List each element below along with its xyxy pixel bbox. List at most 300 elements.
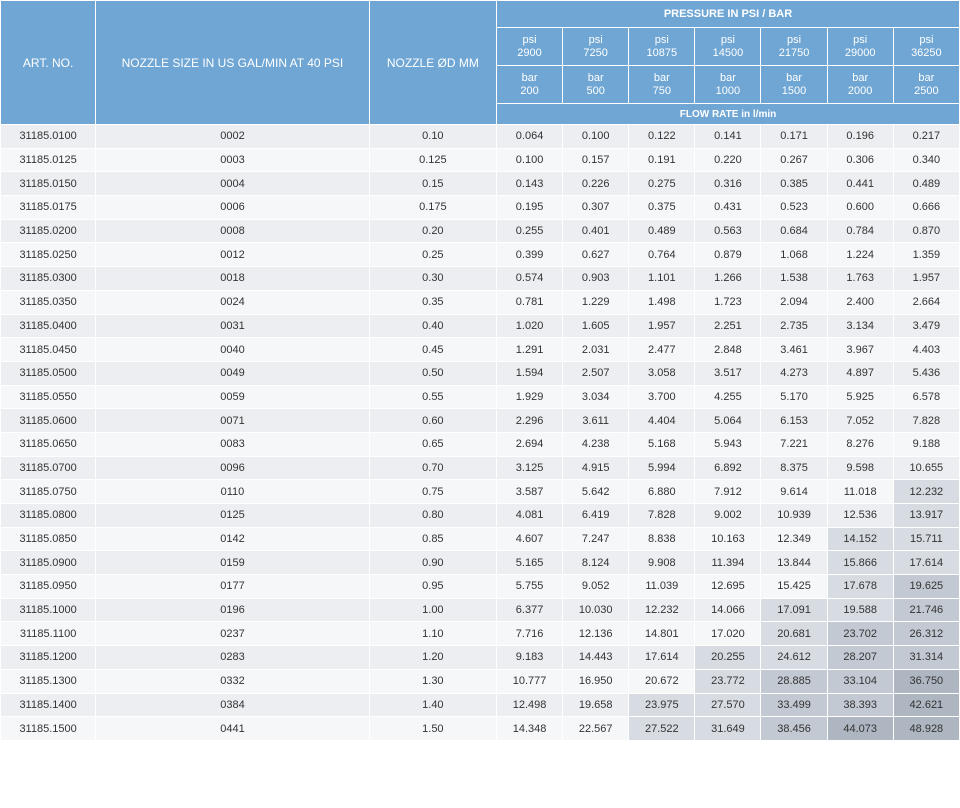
flow-rate-cell: 33.104 (827, 669, 893, 693)
nozzle-size-cell: 0096 (96, 456, 370, 480)
nozzle-diameter-cell: 1.10 (369, 622, 496, 646)
art-no-cell: 31185.0700 (1, 456, 96, 480)
flow-rate-cell: 11.039 (629, 575, 695, 599)
nozzle-diameter-cell: 0.30 (369, 267, 496, 291)
flow-rate-cell: 15.425 (761, 575, 827, 599)
flow-rate-cell: 10.939 (761, 504, 827, 528)
flow-rate-cell: 14.152 (827, 527, 893, 551)
table-row (1, 646, 960, 670)
nozzle-diameter-cell: 0.95 (369, 575, 496, 599)
flow-rate-cell: 0.100 (496, 148, 562, 172)
flow-rate-cell: 3.587 (496, 480, 562, 504)
header-bar-cell (695, 66, 761, 104)
flow-rate-cell: 1.605 (563, 314, 629, 338)
psi-value: 10875 (646, 46, 678, 59)
nozzle-diameter-cell: 0.35 (369, 290, 496, 314)
flow-rate-cell: 7.052 (827, 409, 893, 433)
table-row (1, 196, 960, 220)
nozzle-diameter-cell: 0.60 (369, 409, 496, 433)
flow-rate-cell: 0.100 (563, 125, 629, 149)
art-no-cell: 31185.0550 (1, 385, 96, 409)
art-no-cell: 31185.0450 (1, 338, 96, 362)
table-row (1, 290, 960, 314)
flow-rate-cell: 20.681 (761, 622, 827, 646)
flow-rate-cell: 0.870 (893, 219, 959, 243)
flow-rate-cell: 24.612 (761, 646, 827, 670)
flow-rate-cell: 0.401 (563, 219, 629, 243)
nozzle-diameter-cell: 1.30 (369, 669, 496, 693)
flow-rate-cell: 0.217 (893, 125, 959, 149)
table-header (1, 1, 960, 125)
table-row (1, 693, 960, 717)
flow-rate-cell: 33.499 (761, 693, 827, 717)
flow-rate-cell: 0.340 (893, 148, 959, 172)
flow-rate-cell: 4.238 (563, 432, 629, 456)
bar-unit-label: bar (653, 71, 670, 84)
flow-rate-cell: 9.052 (563, 575, 629, 599)
flow-rate-cell: 0.784 (827, 219, 893, 243)
flow-rate-cell: 5.925 (827, 385, 893, 409)
flow-rate-cell: 0.666 (893, 196, 959, 220)
flow-rate-cell: 0.143 (496, 172, 562, 196)
bar-unit-label: bar (719, 71, 736, 84)
flow-rate-cell: 4.607 (496, 527, 562, 551)
art-no-cell: 31185.0500 (1, 361, 96, 385)
nozzle-diameter-cell: 1.50 (369, 717, 496, 741)
art-no-cell: 31185.0125 (1, 148, 96, 172)
header-psi-cell (761, 28, 827, 66)
flow-rate-cell: 7.221 (761, 432, 827, 456)
flow-rate-cell: 6.880 (629, 480, 695, 504)
flow-rate-cell: 11.018 (827, 480, 893, 504)
flow-rate-cell: 0.316 (695, 172, 761, 196)
flow-rate-cell: 0.122 (629, 125, 695, 149)
flow-rate-cell: 3.479 (893, 314, 959, 338)
flow-rate-cell: 0.489 (629, 219, 695, 243)
flow-rate-cell: 14.801 (629, 622, 695, 646)
flow-rate-cell: 10.655 (893, 456, 959, 480)
nozzle-diameter-cell: 0.80 (369, 504, 496, 528)
flow-rate-cell: 3.517 (695, 361, 761, 385)
art-no-cell: 31185.0350 (1, 290, 96, 314)
art-no-cell: 31185.0800 (1, 504, 96, 528)
nozzle-size-cell: 0012 (96, 243, 370, 267)
nozzle-size-cell: 0384 (96, 693, 370, 717)
flow-rate-cell: 19.588 (827, 598, 893, 622)
header-psi-cell (695, 28, 761, 66)
flow-rate-cell: 3.611 (563, 409, 629, 433)
flow-rate-cell: 2.507 (563, 361, 629, 385)
nozzle-size-cell: 0159 (96, 551, 370, 575)
bar-unit-label: bar (521, 71, 538, 84)
nozzle-diameter-cell: 0.25 (369, 243, 496, 267)
bar-value: 750 (652, 84, 671, 97)
table-body (1, 125, 960, 741)
header-flow-rate: FLOW RATE in l/min (496, 104, 959, 125)
flow-rate-cell: 8.276 (827, 432, 893, 456)
flow-rate-cell: 0.879 (695, 243, 761, 267)
nozzle-diameter-cell: 0.45 (369, 338, 496, 362)
flow-rate-cell: 2.694 (496, 432, 562, 456)
flow-rate-cell: 5.642 (563, 480, 629, 504)
flow-rate-cell: 3.034 (563, 385, 629, 409)
psi-value: 7250 (583, 46, 608, 59)
bar-value: 500 (586, 84, 605, 97)
table-row (1, 148, 960, 172)
table-row (1, 338, 960, 362)
art-no-cell: 31185.1400 (1, 693, 96, 717)
flow-rate-cell: 7.247 (563, 527, 629, 551)
flow-rate-cell: 19.625 (893, 575, 959, 599)
bar-value: 2500 (914, 84, 939, 97)
table-row (1, 456, 960, 480)
flow-rate-cell: 28.207 (827, 646, 893, 670)
flow-rate-cell: 1.020 (496, 314, 562, 338)
flow-rate-cell: 5.436 (893, 361, 959, 385)
flow-rate-cell: 23.975 (629, 693, 695, 717)
flow-rate-cell: 0.064 (496, 125, 562, 149)
psi-unit-label: psi (853, 33, 868, 46)
flow-rate-cell: 6.578 (893, 385, 959, 409)
flow-rate-cell: 12.232 (629, 598, 695, 622)
nozzle-size-cell: 0008 (96, 219, 370, 243)
flow-rate-cell: 15.711 (893, 527, 959, 551)
bar-unit-label: bar (786, 71, 802, 84)
flow-rate-cell: 36.750 (893, 669, 959, 693)
flow-rate-cell: 27.570 (695, 693, 761, 717)
art-no-cell: 31185.0750 (1, 480, 96, 504)
art-no-cell: 31185.1000 (1, 598, 96, 622)
flow-rate-cell: 4.404 (629, 409, 695, 433)
flow-rate-cell: 4.081 (496, 504, 562, 528)
flow-rate-cell: 38.393 (827, 693, 893, 717)
nozzle-size-cell: 0006 (96, 196, 370, 220)
bar-value: 200 (520, 84, 539, 97)
flow-rate-cell: 17.614 (893, 551, 959, 575)
nozzle-diameter-cell: 0.50 (369, 361, 496, 385)
flow-rate-cell: 4.255 (695, 385, 761, 409)
table-row (1, 267, 960, 291)
flow-rate-cell: 0.574 (496, 267, 562, 291)
flow-rate-cell: 0.385 (761, 172, 827, 196)
header-pressure: PRESSURE IN PSI / BAR (496, 1, 959, 28)
flow-rate-cell: 4.897 (827, 361, 893, 385)
header-bar-cell (827, 66, 893, 104)
flow-rate-cell: 10.030 (563, 598, 629, 622)
flow-rate-cell: 13.917 (893, 504, 959, 528)
flow-rate-cell: 1.763 (827, 267, 893, 291)
nozzle-diameter-cell: 0.40 (369, 314, 496, 338)
bar-unit-label: bar (852, 71, 869, 84)
flow-rate-cell: 10.777 (496, 669, 562, 693)
flow-rate-cell: 0.627 (563, 243, 629, 267)
table-row (1, 504, 960, 528)
flow-rate-cell: 12.498 (496, 693, 562, 717)
flow-rate-cell: 1.101 (629, 267, 695, 291)
flow-rate-cell: 13.844 (761, 551, 827, 575)
nozzle-diameter-cell: 0.55 (369, 385, 496, 409)
table-row (1, 125, 960, 149)
table-row (1, 598, 960, 622)
flow-rate-cell: 2.296 (496, 409, 562, 433)
art-no-cell: 31185.0900 (1, 551, 96, 575)
nozzle-diameter-cell: 0.85 (369, 527, 496, 551)
flow-rate-cell: 4.273 (761, 361, 827, 385)
psi-value: 2900 (517, 46, 542, 59)
nozzle-size-cell: 0049 (96, 361, 370, 385)
flow-rate-cell: 3.134 (827, 314, 893, 338)
table-row (1, 219, 960, 243)
flow-rate-cell: 0.563 (695, 219, 761, 243)
flow-rate-cell: 48.928 (893, 717, 959, 741)
flow-rate-cell: 2.251 (695, 314, 761, 338)
table-row (1, 172, 960, 196)
nozzle-size-cell: 0059 (96, 385, 370, 409)
flow-rate-cell: 2.031 (563, 338, 629, 362)
flow-rate-cell: 4.403 (893, 338, 959, 362)
table-row (1, 385, 960, 409)
flow-rate-cell: 6.377 (496, 598, 562, 622)
art-no-cell: 31185.0250 (1, 243, 96, 267)
flow-rate-cell: 0.141 (695, 125, 761, 149)
flow-rate-cell: 31.314 (893, 646, 959, 670)
header-bar-cell (496, 66, 562, 104)
art-no-cell: 31185.0400 (1, 314, 96, 338)
flow-rate-cell: 1.224 (827, 243, 893, 267)
art-no-cell: 31185.1200 (1, 646, 96, 670)
flow-rate-cell: 5.943 (695, 432, 761, 456)
header-psi-cell (629, 28, 695, 66)
table-row (1, 314, 960, 338)
flow-rate-cell: 7.828 (629, 504, 695, 528)
art-no-cell: 31185.0175 (1, 196, 96, 220)
flow-rate-cell: 5.168 (629, 432, 695, 456)
flow-rate-cell: 16.950 (563, 669, 629, 693)
bar-value: 2000 (847, 84, 873, 97)
flow-rate-cell: 12.349 (761, 527, 827, 551)
flow-rate-cell: 1.594 (496, 361, 562, 385)
art-no-cell: 31185.0100 (1, 125, 96, 149)
table-row (1, 622, 960, 646)
psi-value: 14500 (712, 46, 744, 59)
flow-rate-cell: 11.394 (695, 551, 761, 575)
flow-rate-cell: 3.967 (827, 338, 893, 362)
flow-rate-cell: 2.477 (629, 338, 695, 362)
table-row (1, 409, 960, 433)
art-no-cell: 31185.1100 (1, 622, 96, 646)
flow-rate-cell: 0.523 (761, 196, 827, 220)
flow-rate-cell: 3.058 (629, 361, 695, 385)
nozzle-size-cell: 0024 (96, 290, 370, 314)
header-bar-cell (563, 66, 629, 104)
flow-rate-cell: 21.746 (893, 598, 959, 622)
flow-rate-cell: 0.275 (629, 172, 695, 196)
table-row (1, 551, 960, 575)
table-row (1, 717, 960, 741)
nozzle-size-cell: 0110 (96, 480, 370, 504)
nozzle-size-cell: 0237 (96, 622, 370, 646)
flow-rate-cell: 14.348 (496, 717, 562, 741)
nozzle-diameter-cell: 0.70 (369, 456, 496, 480)
header-bar-cell (761, 66, 827, 104)
art-no-cell: 31185.0600 (1, 409, 96, 433)
header-art-no: ART. NO. (1, 1, 96, 125)
flow-rate-cell: 0.195 (496, 196, 562, 220)
flow-rate-cell: 1.291 (496, 338, 562, 362)
header-bar-cell (629, 66, 695, 104)
flow-rate-cell: 17.678 (827, 575, 893, 599)
table-row (1, 480, 960, 504)
flow-rate-cell: 0.441 (827, 172, 893, 196)
flow-rate-cell: 20.255 (695, 646, 761, 670)
flow-rate-cell: 6.892 (695, 456, 761, 480)
nozzle-size-cell: 0002 (96, 125, 370, 149)
flow-rate-cell: 14.066 (695, 598, 761, 622)
nozzle-size-cell: 0083 (96, 432, 370, 456)
art-no-cell: 31185.0150 (1, 172, 96, 196)
header-psi-cell (827, 28, 893, 66)
nozzle-diameter-cell: 0.65 (369, 432, 496, 456)
nozzle-size-cell: 0031 (96, 314, 370, 338)
flow-rate-cell: 0.600 (827, 196, 893, 220)
flow-rate-cell: 3.125 (496, 456, 562, 480)
flow-rate-cell: 1.929 (496, 385, 562, 409)
art-no-cell: 31185.0300 (1, 267, 96, 291)
header-nozzle-diameter: NOZZLE ØD MM (369, 1, 496, 125)
flow-rate-cell: 4.915 (563, 456, 629, 480)
nozzle-diameter-cell: 0.10 (369, 125, 496, 149)
flow-rate-cell: 1.068 (761, 243, 827, 267)
table-row (1, 361, 960, 385)
flow-rate-cell: 12.536 (827, 504, 893, 528)
flow-rate-cell: 23.702 (827, 622, 893, 646)
flow-rate-cell: 38.456 (761, 717, 827, 741)
flow-rate-cell: 22.567 (563, 717, 629, 741)
nozzle-size-cell: 0018 (96, 267, 370, 291)
flow-rate-cell: 44.073 (827, 717, 893, 741)
art-no-cell: 31185.1500 (1, 717, 96, 741)
nozzle-size-cell: 0003 (96, 148, 370, 172)
bar-value: 1000 (715, 84, 741, 97)
flow-rate-cell: 7.912 (695, 480, 761, 504)
nozzle-size-cell: 0196 (96, 598, 370, 622)
flow-rate-cell: 15.866 (827, 551, 893, 575)
flow-rate-cell: 42.621 (893, 693, 959, 717)
art-no-cell: 31185.1300 (1, 669, 96, 693)
flow-rate-cell: 17.020 (695, 622, 761, 646)
nozzle-size-cell: 0004 (96, 172, 370, 196)
psi-value: 29000 (844, 46, 876, 59)
nozzle-diameter-cell: 0.75 (369, 480, 496, 504)
flow-rate-cell: 8.838 (629, 527, 695, 551)
nozzle-size-cell: 0142 (96, 527, 370, 551)
table-row (1, 243, 960, 267)
flow-rate-cell: 0.489 (893, 172, 959, 196)
flow-rate-cell: 5.994 (629, 456, 695, 480)
psi-unit-label: psi (919, 33, 934, 46)
header-psi-cell (563, 28, 629, 66)
table-row (1, 432, 960, 456)
psi-unit-label: psi (720, 33, 735, 46)
flow-rate-cell: 10.163 (695, 527, 761, 551)
table-row (1, 669, 960, 693)
flow-rate-cell: 2.664 (893, 290, 959, 314)
flow-rate-cell: 0.306 (827, 148, 893, 172)
art-no-cell: 31185.0850 (1, 527, 96, 551)
nozzle-size-cell: 0125 (96, 504, 370, 528)
nozzle-size-cell: 0441 (96, 717, 370, 741)
nozzle-diameter-cell: 0.125 (369, 148, 496, 172)
flow-rate-cell: 7.716 (496, 622, 562, 646)
bar-value: 1500 (781, 84, 807, 97)
flow-rate-cell: 1.957 (629, 314, 695, 338)
flow-rate-cell: 0.903 (563, 267, 629, 291)
flow-rate-cell: 31.649 (695, 717, 761, 741)
flow-rate-cell: 0.764 (629, 243, 695, 267)
flow-rate-cell: 17.091 (761, 598, 827, 622)
flow-rate-cell: 8.375 (761, 456, 827, 480)
nozzle-size-cell: 0071 (96, 409, 370, 433)
bar-unit-label: bar (587, 71, 604, 84)
flow-rate-cell: 9.598 (827, 456, 893, 480)
flow-rate-cell: 0.226 (563, 172, 629, 196)
flow-rate-cell: 0.267 (761, 148, 827, 172)
bar-unit-label: bar (918, 71, 935, 84)
nozzle-diameter-cell: 0.20 (369, 219, 496, 243)
flow-rate-cell: 9.188 (893, 432, 959, 456)
table-row (1, 575, 960, 599)
flow-rate-cell: 17.614 (629, 646, 695, 670)
flow-rate-cell: 9.614 (761, 480, 827, 504)
flow-rate-cell: 9.002 (695, 504, 761, 528)
header-psi-cell (496, 28, 562, 66)
nozzle-diameter-cell: 1.20 (369, 646, 496, 670)
flow-rate-cell: 6.153 (761, 409, 827, 433)
flow-rate-cell: 19.658 (563, 693, 629, 717)
flow-rate-cell: 14.443 (563, 646, 629, 670)
header-bar-cell (893, 66, 959, 104)
flow-rate-cell: 0.255 (496, 219, 562, 243)
psi-unit-label: psi (654, 33, 669, 46)
table-row (1, 527, 960, 551)
flow-rate-cell: 20.672 (629, 669, 695, 693)
flow-rate-cell: 2.094 (761, 290, 827, 314)
flow-rate-cell: 23.772 (695, 669, 761, 693)
flow-rate-cell: 28.885 (761, 669, 827, 693)
flow-rate-cell: 27.522 (629, 717, 695, 741)
header-nozzle-size: NOZZLE SIZE IN US GAL/MIN AT 40 PSI (96, 1, 370, 125)
nozzle-diameter-cell: 0.90 (369, 551, 496, 575)
flow-rate-cell: 1.957 (893, 267, 959, 291)
flow-rate-cell: 9.908 (629, 551, 695, 575)
flow-rate-cell: 1.538 (761, 267, 827, 291)
flow-rate-cell: 0.171 (761, 125, 827, 149)
nozzle-diameter-cell: 1.00 (369, 598, 496, 622)
psi-unit-label: psi (588, 33, 603, 46)
flow-rate-cell: 1.498 (629, 290, 695, 314)
flow-rate-cell: 0.781 (496, 290, 562, 314)
flow-rate-cell: 9.183 (496, 646, 562, 670)
flow-rate-cell: 1.266 (695, 267, 761, 291)
nozzle-diameter-cell: 0.175 (369, 196, 496, 220)
nozzle-diameter-cell: 1.40 (369, 693, 496, 717)
flow-rate-cell: 0.191 (629, 148, 695, 172)
flow-rate-cell: 0.431 (695, 196, 761, 220)
flow-rate-cell: 12.136 (563, 622, 629, 646)
flow-rate-cell: 26.312 (893, 622, 959, 646)
flow-rate-cell: 1.229 (563, 290, 629, 314)
nozzle-diameter-cell: 0.15 (369, 172, 496, 196)
